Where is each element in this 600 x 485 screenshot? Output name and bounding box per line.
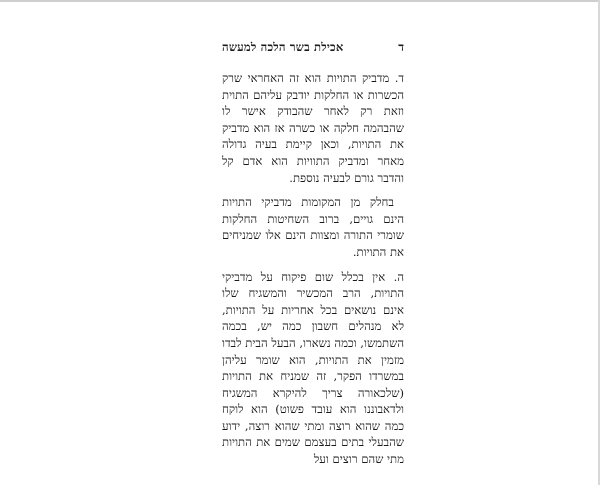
page-header <box>222 40 404 62</box>
paragraph-d: ד. מדביק התויות הוא זה האחראי שרק הכשרות או החלקות יודבק עליהם התוית וזאת רק לאחר שהבודק אישר לו שהבהמה חלקה או כשרה אז הוא מדביק את התויות, וכאן קיימת בעיה גדולה מאחר ומדביק התוויות הוא אדם קל והדבר גורם לבעיה נוספת. <box>222 71 404 185</box>
page-number: ד <box>398 40 404 54</box>
paragraph-h: ה. אין בכלל שום פיקוח על מדביקי התויות, הרב המכשיר והמשגיח שלו אינם נושאים בכל אחריות על התויות, לא מנהלים חשבון כמה יש, בכמה השתמשו, וכמה נשארו, הבעל הבית לבדו מזמין את התויות, הוא שומר עליהן במשרדו הפקר, זה שמניח את התויות (שלכאורה צריך להיקרא המשגיח ולדאבוננו הוא עובד פשוט) הוא לוקח כמה שהוא רוצה ומתי שהוא רוצה, ידוע שהבעלי בתים בעצמם שמים את התויות מתי שהם רוצים ועל <box>222 269 404 467</box>
scan-border-top <box>0 0 600 2</box>
page-body <box>222 70 404 468</box>
running-title: אכילת בשר הלכה למעשה <box>222 40 344 54</box>
paragraph-continuation: בחלק מן המקומות מדביקי התויות הינם גויים, ברוב השחיטות החלקות שומרי התורה ומצוות הינם אלו שמניחים את התויות. <box>222 195 404 259</box>
book-page <box>222 40 404 476</box>
